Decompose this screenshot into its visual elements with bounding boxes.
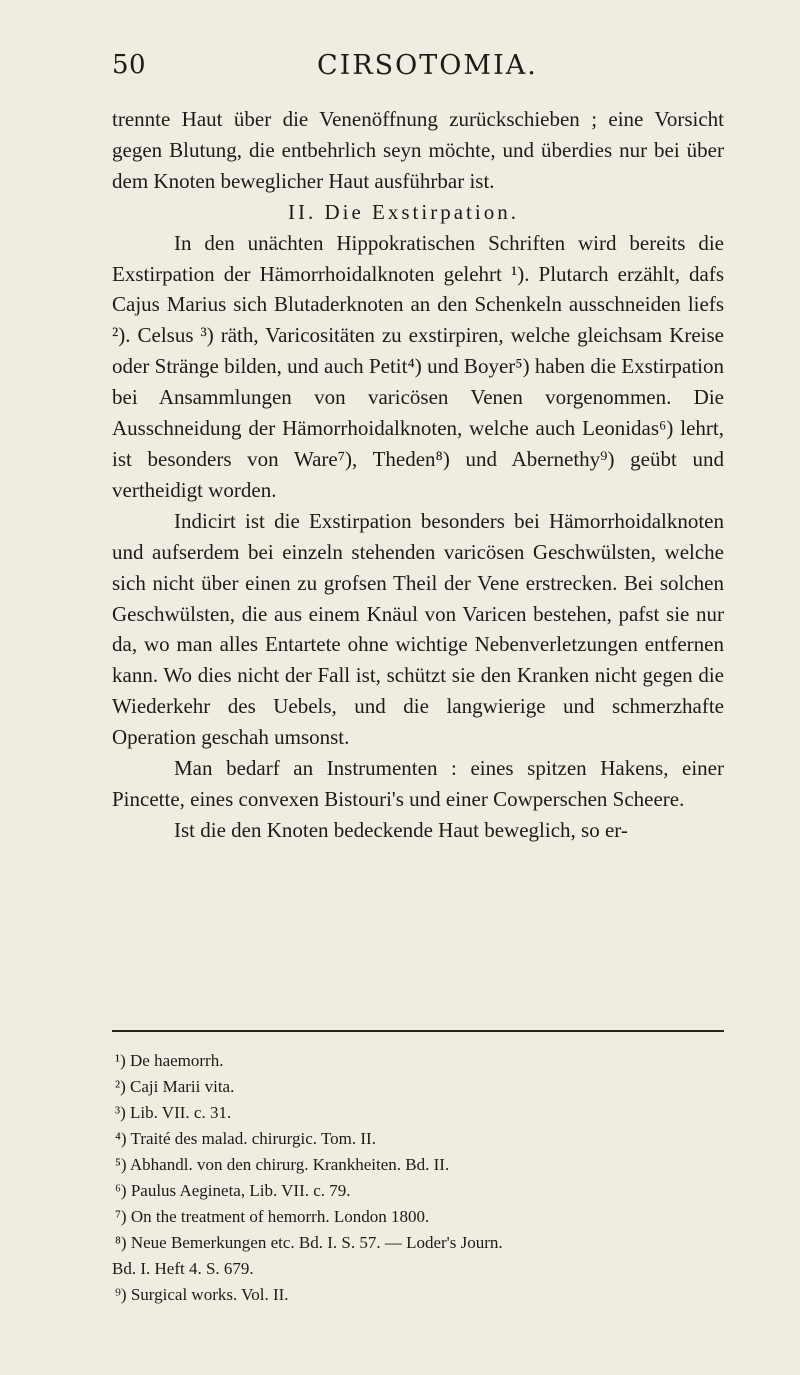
footnote-9: ⁹) Surgical works. Vol. II.	[115, 1285, 289, 1304]
paragraph-procedure-start: Ist die den Knoten bedeckende Haut beweglich, so er-	[174, 817, 628, 842]
footnote-8-continuation: Bd. I. Heft 4. S. 679.	[112, 1259, 254, 1278]
page-number: 50	[112, 50, 147, 80]
footnote-6: ⁶) Paulus Aegineta, Lib. VII. c. 79.	[115, 1181, 351, 1200]
footnotes	[112, 1048, 724, 1308]
footnote-7: ⁷) On the treatment of hemorrh. London 1800.	[115, 1207, 430, 1226]
footnote-2: ²) Caji Marii vita.	[115, 1077, 235, 1096]
page-header	[112, 50, 724, 90]
paragraph-instruments: Man bedarf an Instrumenten : eines spitzen Hakens, einer Pincette, eines convexen Bistouri's und einer Cowperschen Scheere.	[112, 756, 724, 811]
paragraph-history: In den unächten Hippokratischen Schriften wird bereits die Exstirpation der Hämorrhoidalknoten gelehrt ¹). Plutarch erzählt, dafs Cajus Marius sich Blutaderknoten an den Schenkeln ausschneiden liefs ²). Celsus ³) räth, Varicositäten zu exstirpiren, welche gleichsam Kreise oder Stränge bilden, und auch Petit⁴) und Boyer⁵) haben die Exstirpation bei Ansammlungen von varicösen Venen vorgenommen. Die Ausschneidung der Hämorrhoidalknoten, welche auch Leonidas⁶) lehrt, ist besonders von Ware⁷), Theden⁸) und Abernethy⁹) geübt und vertheidigt worden.	[112, 230, 724, 502]
footnote-5: ⁵) Abhandl. von den chirurg. Krankheiten. Bd. II.	[115, 1155, 450, 1174]
footnote-8: ⁸) Neue Bemerkungen etc. Bd. I. S. 57. — Loder's Journ.	[115, 1233, 503, 1252]
section-heading-exstirpation: II. Die Exstirpation.	[288, 199, 519, 224]
running-head: CIRSOTOMIA.	[317, 50, 538, 81]
paragraph-indication: Indicirt ist die Exstirpation besonders bei Hämorrhoidalknoten und aufserdem bei einzeln stehenden varicösen Geschwülsten, welche sich nicht über einen zu grofsen Theil der Vene erstrecken. Bei solchen Geschwülsten, die aus einem Knäul von Varicen bestehen, pafst sie nur da, wo man alles Entartete ohne wichtige Nebenverletzungen entfernen kann. Wo dies nicht der Fall ist, schützt sie den Kranken nicht gegen die Wiederkehr des Uebels, und die langwierige und schmerzhafte Operation geschah umsonst.	[112, 508, 724, 750]
footnote-1: ¹) De haemorrh.	[115, 1051, 224, 1070]
footnote-divider	[112, 1030, 724, 1032]
footnote-3: ³) Lib. VII. c. 31.	[115, 1103, 232, 1122]
body-text	[112, 104, 724, 846]
paragraph-continuation: trennte Haut über die Venenöffnung zurückschieben ; eine Vorsicht gegen Blutung, die entbehrlich seyn möchte, und überdies nur bei über dem Knoten beweglicher Haut ausführbar ist.	[112, 107, 724, 193]
footnote-4: ⁴) Traité des malad. chirurgic. Tom. II.	[115, 1129, 376, 1148]
